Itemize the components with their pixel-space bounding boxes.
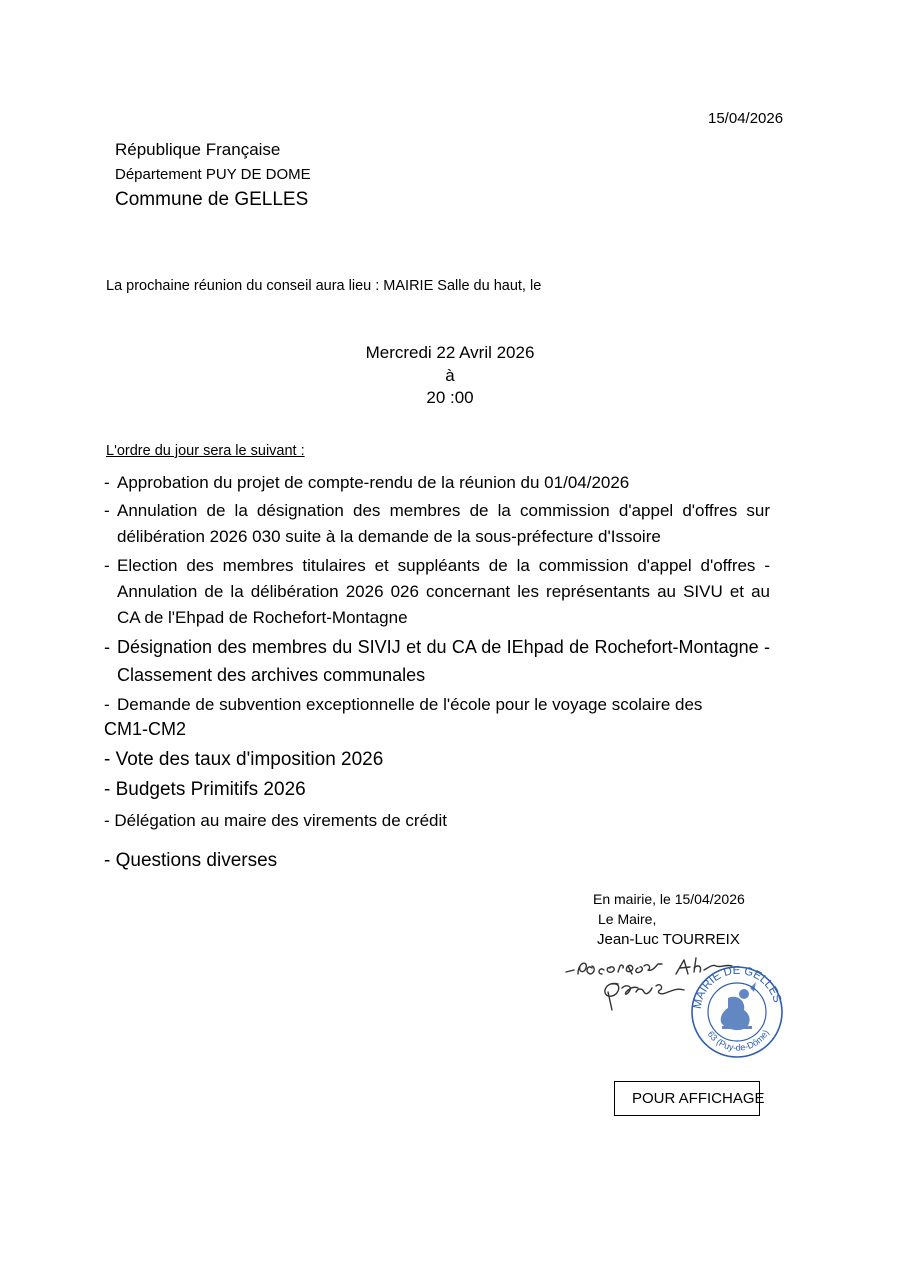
agenda-item [104,498,770,550]
agenda-item: - Vote des taux d'imposition 2026 [104,749,384,770]
agenda-dash: - [104,473,110,492]
agenda-dash: - [104,695,110,714]
department-label: Département PUY DE DOME [115,166,311,183]
agenda-item-text: Demande de subvention exceptionnelle de l'école pour le voyage scolaire des [117,695,703,714]
agenda-item [104,692,770,718]
agenda-item-text: Approbation du projet de compte-rendu de la réunion du 01/04/2026 [117,473,630,492]
agenda-dash: - [104,637,110,657]
meeting-day: Mercredi 22 Avril 2026 [365,343,535,362]
signature-title: Le Maire, [598,911,657,927]
mairie-stamp [688,964,786,1058]
posting-notice-label: POUR AFFICHAGE [632,1090,765,1107]
meeting-datetime [300,342,600,410]
agenda-dash: - [104,556,110,575]
marianne-emblem [721,982,756,1030]
agenda-item-continuation: CM1-CM2 [104,719,187,739]
agenda-dash: - [104,501,110,520]
stamp-top-text: MAIRIE DE GELLES [691,964,784,1010]
agenda-item: - Questions diverses [104,850,278,871]
agenda-item-text: Election des membres titulaires et suppléants de la commission d'appel d'offres - Annulation de la délibération 2026 026 concernant les représentants au SIVU et au CA de l'Ehpad de Rochefort-Montagne [117,556,770,627]
agenda-item [104,470,770,496]
agenda-item [104,633,770,689]
meeting-time: 20 :00 [426,388,474,407]
meeting-at: à [445,365,455,385]
agenda-item-text: Annulation de la désignation des membres de la commission d'appel d'offres sur délibération 2026 030 suite à la demande de la sous-préfecture d'Issoire [117,501,770,546]
signature-place-date: En mairie, le 15/04/2026 [593,891,745,907]
agenda-item: - Budgets Primitifs 2026 [104,779,306,800]
posting-notice-box [614,1081,765,1116]
meeting-intro: La prochaine réunion du conseil aura lieu : MAIRIE Salle du haut, le [106,278,542,294]
agenda-item [104,553,770,631]
document-date: 15/04/2026 [708,110,784,127]
republic-label: République Française [115,140,281,159]
signature-name: Jean-Luc TOURREIX [597,931,740,948]
stamp-bottom-text: 63 (Puy-de-Dôme) [705,1027,771,1053]
commune-label: Commune de GELLES [115,189,309,210]
agenda-item-text: Désignation des membres du SIVIJ et du CA de IEhpad de Rochefort-Montagne - Classement des archives communales [117,637,770,685]
agenda-item: - Délégation au maire des virements de crédit [104,811,447,830]
agenda-heading: L'ordre du jour sera le suivant : [106,443,305,459]
